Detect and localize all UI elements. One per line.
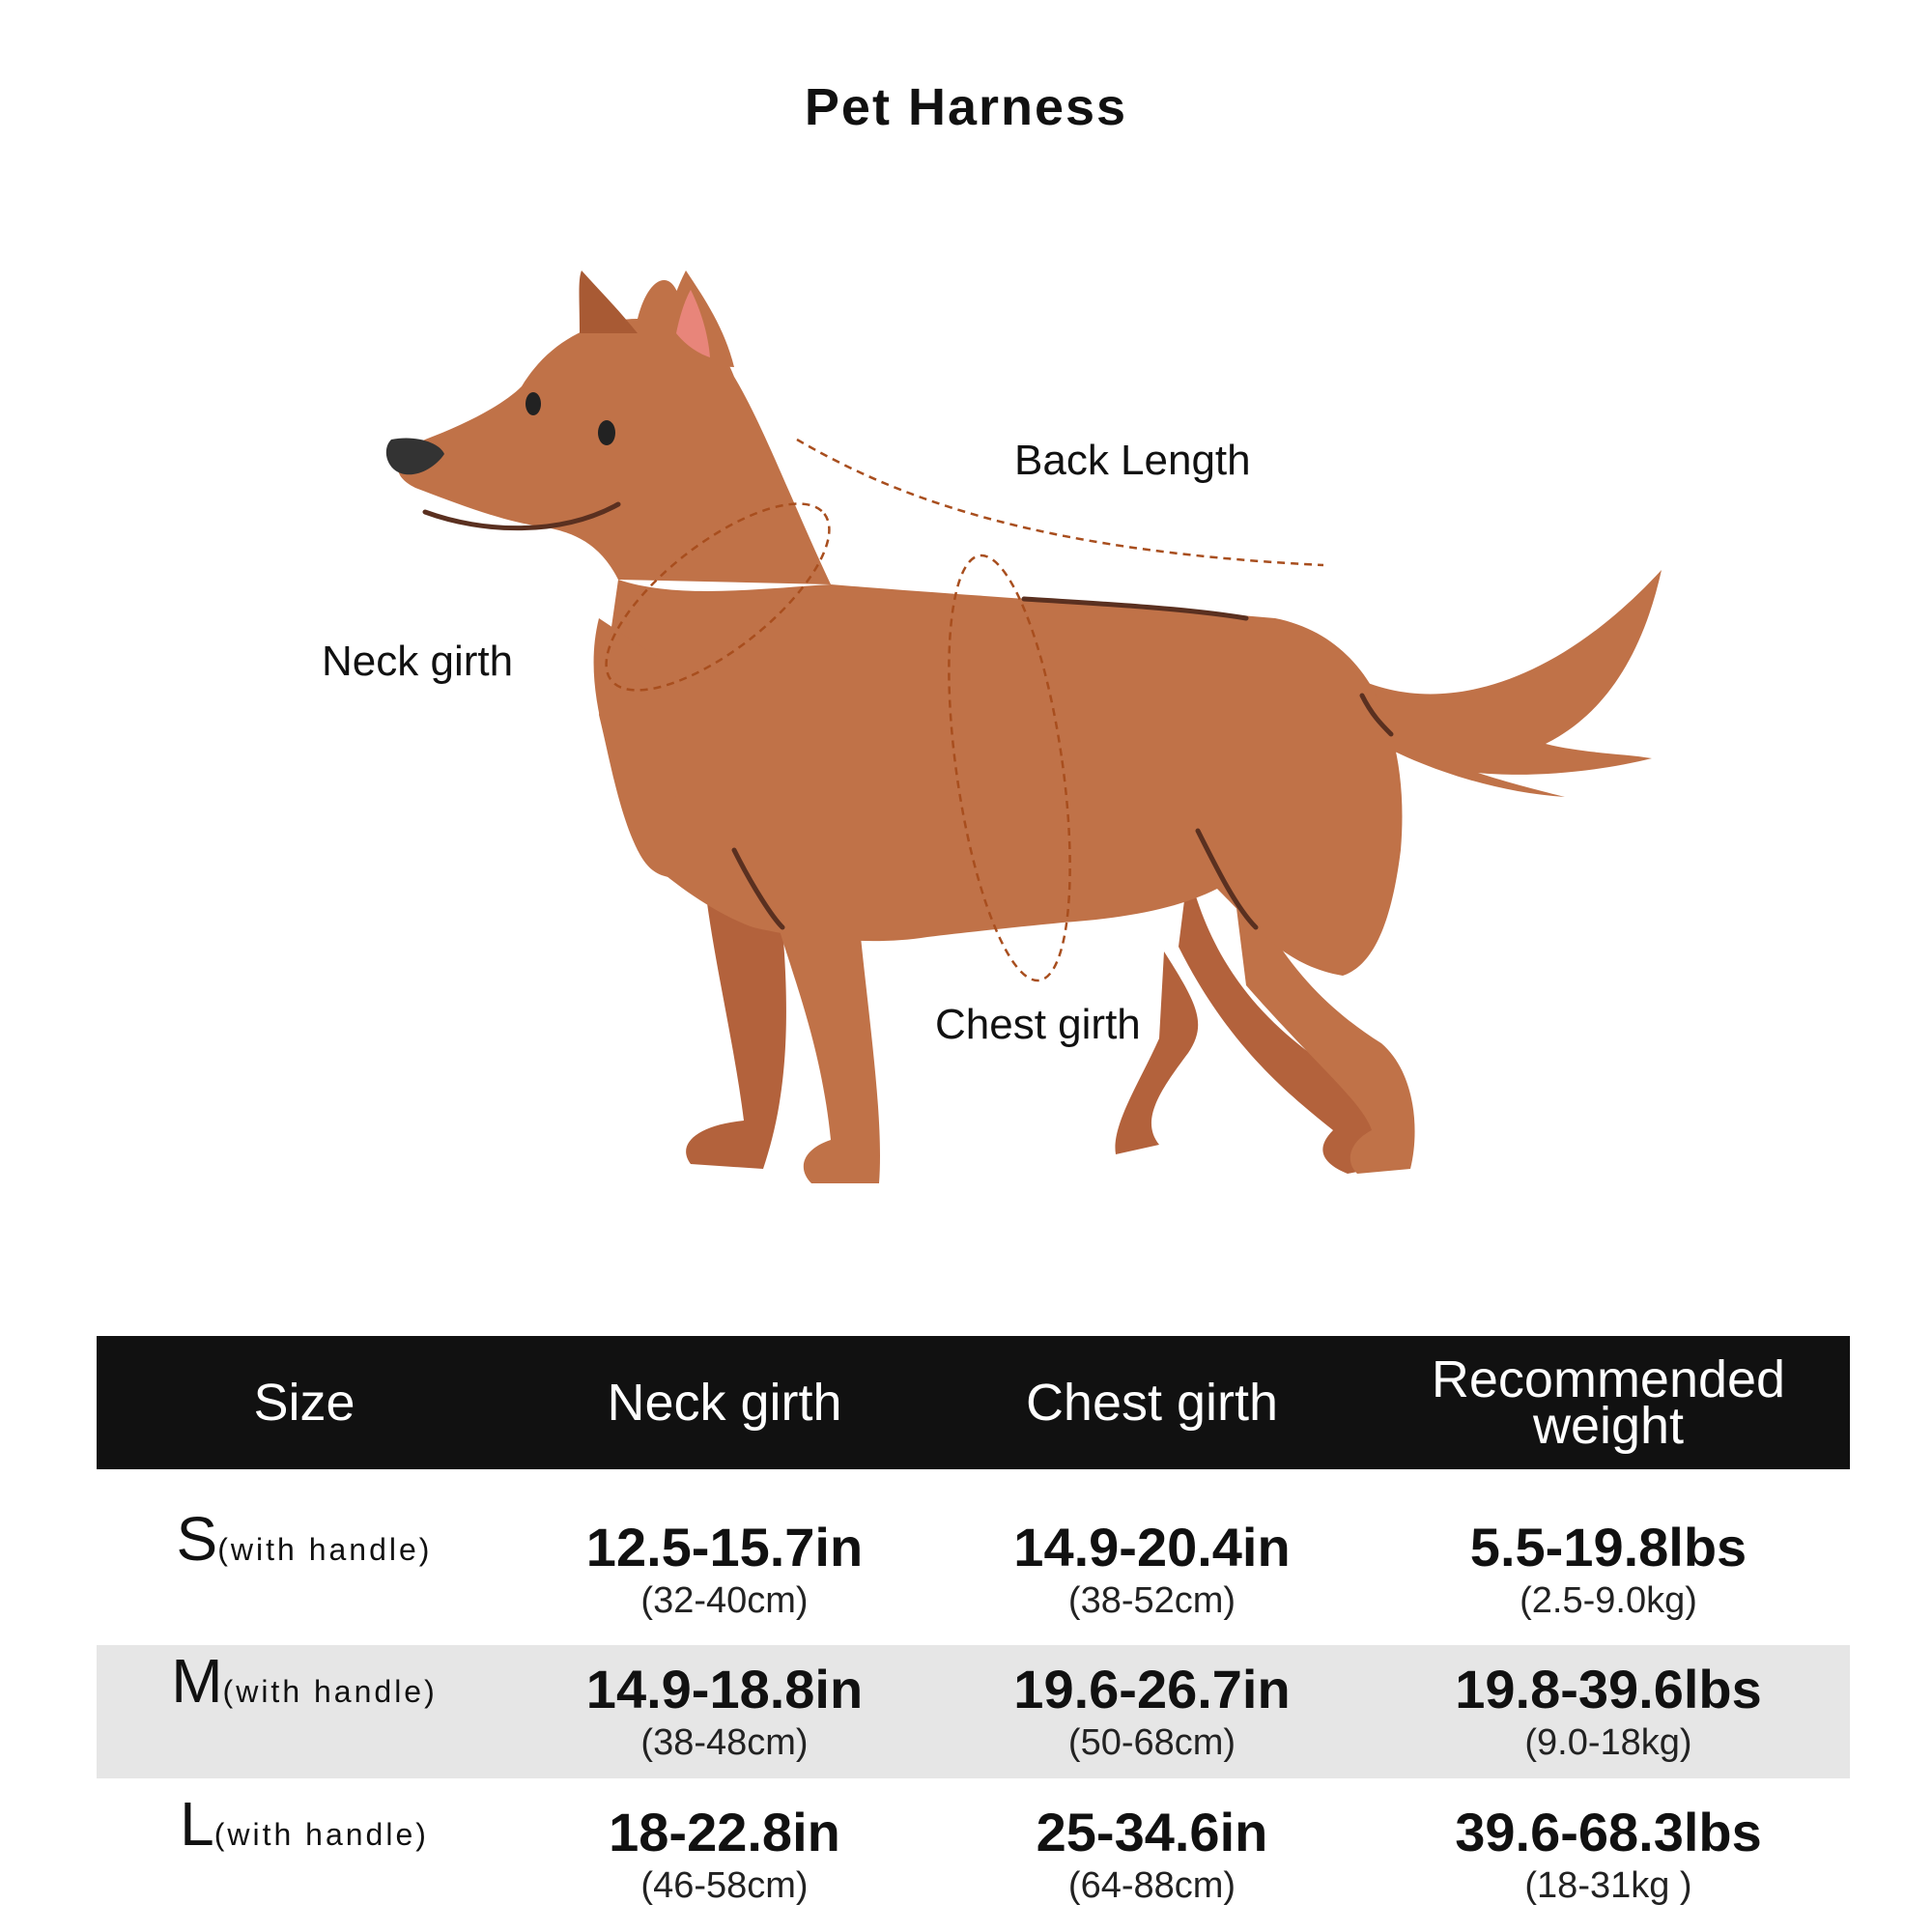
size-cell (97, 1503, 512, 1636)
back-length-label: Back Length (1014, 437, 1251, 484)
table-header (97, 1336, 1850, 1469)
chest-inches: 25-34.6in (1036, 1802, 1268, 1862)
header-size: Size (253, 1374, 355, 1432)
neck-cell (512, 1503, 937, 1636)
weight-kg: (9.0-18kg) (1524, 1722, 1692, 1763)
size-note: (with handle) (222, 1674, 438, 1709)
size-letter: S (176, 1504, 218, 1574)
chest-girth-label: Chest girth (935, 1001, 1141, 1048)
neck-inches: 12.5-15.7in (585, 1517, 864, 1577)
neck-cm: (46-58cm) (640, 1865, 809, 1906)
weight-cell (1367, 1788, 1850, 1921)
table-row (97, 1788, 1850, 1921)
weight-lbs: 39.6-68.3lbs (1455, 1802, 1762, 1862)
weight-kg: (2.5-9.0kg) (1520, 1580, 1697, 1621)
weight-lbs: 5.5-19.8lbs (1469, 1517, 1747, 1577)
weight-cell (1367, 1645, 1850, 1778)
weight-lbs: 19.8-39.6lbs (1455, 1659, 1762, 1719)
header-recommended-weight: Recommended weight (1431, 1350, 1786, 1455)
weight-cell (1367, 1503, 1850, 1636)
chest-inches: 19.6-26.7in (1013, 1659, 1291, 1719)
neck-inches: 18-22.8in (609, 1802, 840, 1862)
neck-cm: (38-48cm) (640, 1722, 809, 1763)
neck-cell (512, 1788, 937, 1921)
chest-cm: (50-68cm) (1067, 1722, 1236, 1763)
chest-cell (937, 1503, 1367, 1636)
size-letter: L (180, 1789, 214, 1859)
chest-cell (937, 1788, 1367, 1921)
neck-cell (512, 1645, 937, 1778)
chest-cm: (38-52cm) (1067, 1580, 1236, 1621)
page-title: Pet Harness (804, 78, 1128, 136)
header-neck-girth: Neck girth (607, 1374, 842, 1432)
size-note: (with handle) (213, 1817, 429, 1852)
neck-inches: 14.9-18.8in (585, 1659, 864, 1719)
size-letter: M (171, 1646, 223, 1716)
size-cell (97, 1645, 512, 1778)
chest-cell (937, 1645, 1367, 1778)
neck-girth-label: Neck girth (322, 638, 514, 685)
chest-inches: 14.9-20.4in (1013, 1517, 1291, 1577)
header-chest-girth: Chest girth (1025, 1374, 1279, 1432)
neck-cm: (32-40cm) (640, 1580, 809, 1621)
chest-cm: (64-88cm) (1067, 1865, 1236, 1906)
table-row (97, 1645, 1850, 1778)
size-cell (97, 1788, 512, 1921)
weight-kg: (18-31kg ) (1524, 1865, 1692, 1906)
table-row (97, 1503, 1850, 1636)
size-note: (with handle) (217, 1532, 433, 1567)
